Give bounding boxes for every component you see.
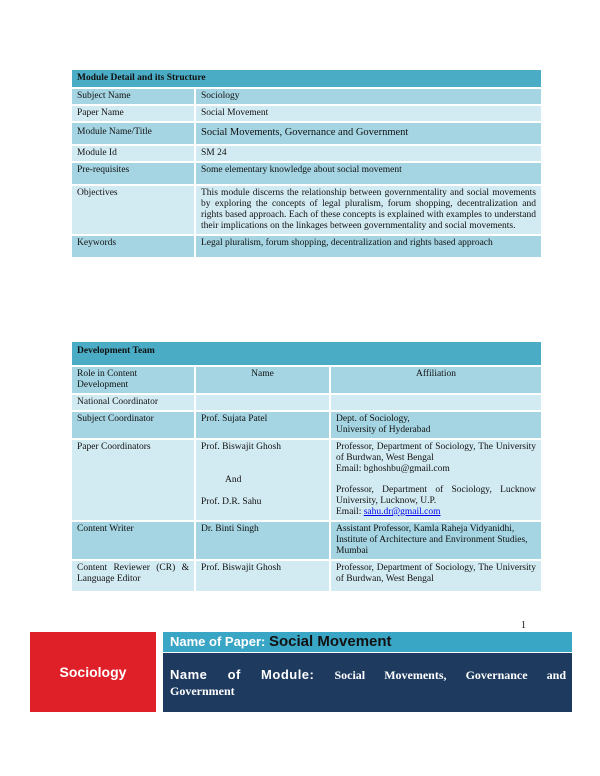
email-link[interactable]: sahu.dr@gmail.com [363, 507, 441, 517]
table-row [72, 123, 541, 144]
row-value: Social Movements, Governance and Government [196, 123, 541, 144]
role-cell: Subject Coordinator [72, 412, 194, 438]
module-value: Social Movements, Governance and Government [170, 668, 566, 698]
row-value: Sociology [196, 89, 541, 104]
table-row [72, 561, 541, 591]
development-team-heading: Development Team [72, 342, 541, 365]
name-cell: Prof. Sujata Patel [196, 412, 329, 438]
module-label: Name of Module: [170, 667, 315, 682]
row-label: Keywords [72, 236, 194, 257]
row-value: This module discerns the relationship between governmentality and social movements by exploring the concepts of legal pluralism, forum shopping, decentralization and rights based approach. Each of these concepts is explained with examples to understand their implications on the linkages between governmentality and social movements. [196, 186, 541, 234]
module-detail-table [70, 68, 543, 259]
name-cell: Prof. Biswajit Ghosh And Prof. D.R. Sahu [196, 440, 329, 520]
row-label: Objectives [72, 186, 194, 234]
table-row [72, 395, 541, 410]
affiliation-cell: Professor, Department of Sociology, The University of Burdwan, West Bengal [331, 561, 541, 591]
name-cell: Prof. Biswajit Ghosh [196, 561, 329, 591]
row-value: SM 24 [196, 146, 541, 161]
table-row [72, 106, 541, 121]
column-header-role: Role in Content Development [72, 367, 194, 393]
column-header-name: Name [196, 367, 329, 393]
row-label: Module Id [72, 146, 194, 161]
paper-banner [163, 632, 572, 652]
affiliation-cell: Professor, Department of Sociology, The University of Burdwan, West Bengal Email: bghoshbu@gmail.com Professor, Department of Sociology, Lucknow University, Lucknow, U.P. Email: sahu.dr@gmail.com [331, 440, 541, 520]
table-row [72, 89, 541, 104]
role-cell: National Coordinator [72, 395, 194, 410]
row-value: Social Movement [196, 106, 541, 121]
module-banner [163, 653, 572, 712]
row-value: Some elementary knowledge about social movement [196, 163, 541, 184]
row-label: Subject Name [72, 89, 194, 104]
column-header-affiliation: Affiliation [331, 367, 541, 393]
paper-value: Social Movement [269, 633, 392, 650]
role-cell: Content Writer [72, 522, 194, 559]
paper-label: Name of Paper: [170, 634, 266, 649]
subject-label: Sociology [59, 664, 127, 680]
role-cell: Paper Coordinators [72, 440, 194, 520]
affiliation-cell: Dept. of Sociology, University of Hyderabad [331, 412, 541, 438]
affiliation-cell: Assistant Professor, Kamla Raheja Vidyanidhi, Institute of Architecture and Environment Studies, Mumbai [331, 522, 541, 559]
table-row [72, 186, 541, 234]
table-row [72, 236, 541, 257]
subject-banner [30, 632, 156, 712]
table-row [72, 146, 541, 161]
row-label: Module Name/Title [72, 123, 194, 144]
role-cell: Content Reviewer (CR) & Language Editor [72, 561, 194, 591]
module-detail-heading: Module Detail and its Structure [72, 70, 541, 87]
table-header-row [72, 367, 541, 393]
table-row [72, 412, 541, 438]
row-value: Legal pluralism, forum shopping, decentralization and rights based approach [196, 236, 541, 257]
table-row [72, 522, 541, 559]
page-number: 1 [521, 620, 526, 631]
name-cell: Dr. Binti Singh [196, 522, 329, 559]
row-label: Pre-requisites [72, 163, 194, 184]
table-row [72, 440, 541, 520]
row-label: Paper Name [72, 106, 194, 121]
development-team-table [70, 340, 543, 593]
table-row [72, 163, 541, 184]
